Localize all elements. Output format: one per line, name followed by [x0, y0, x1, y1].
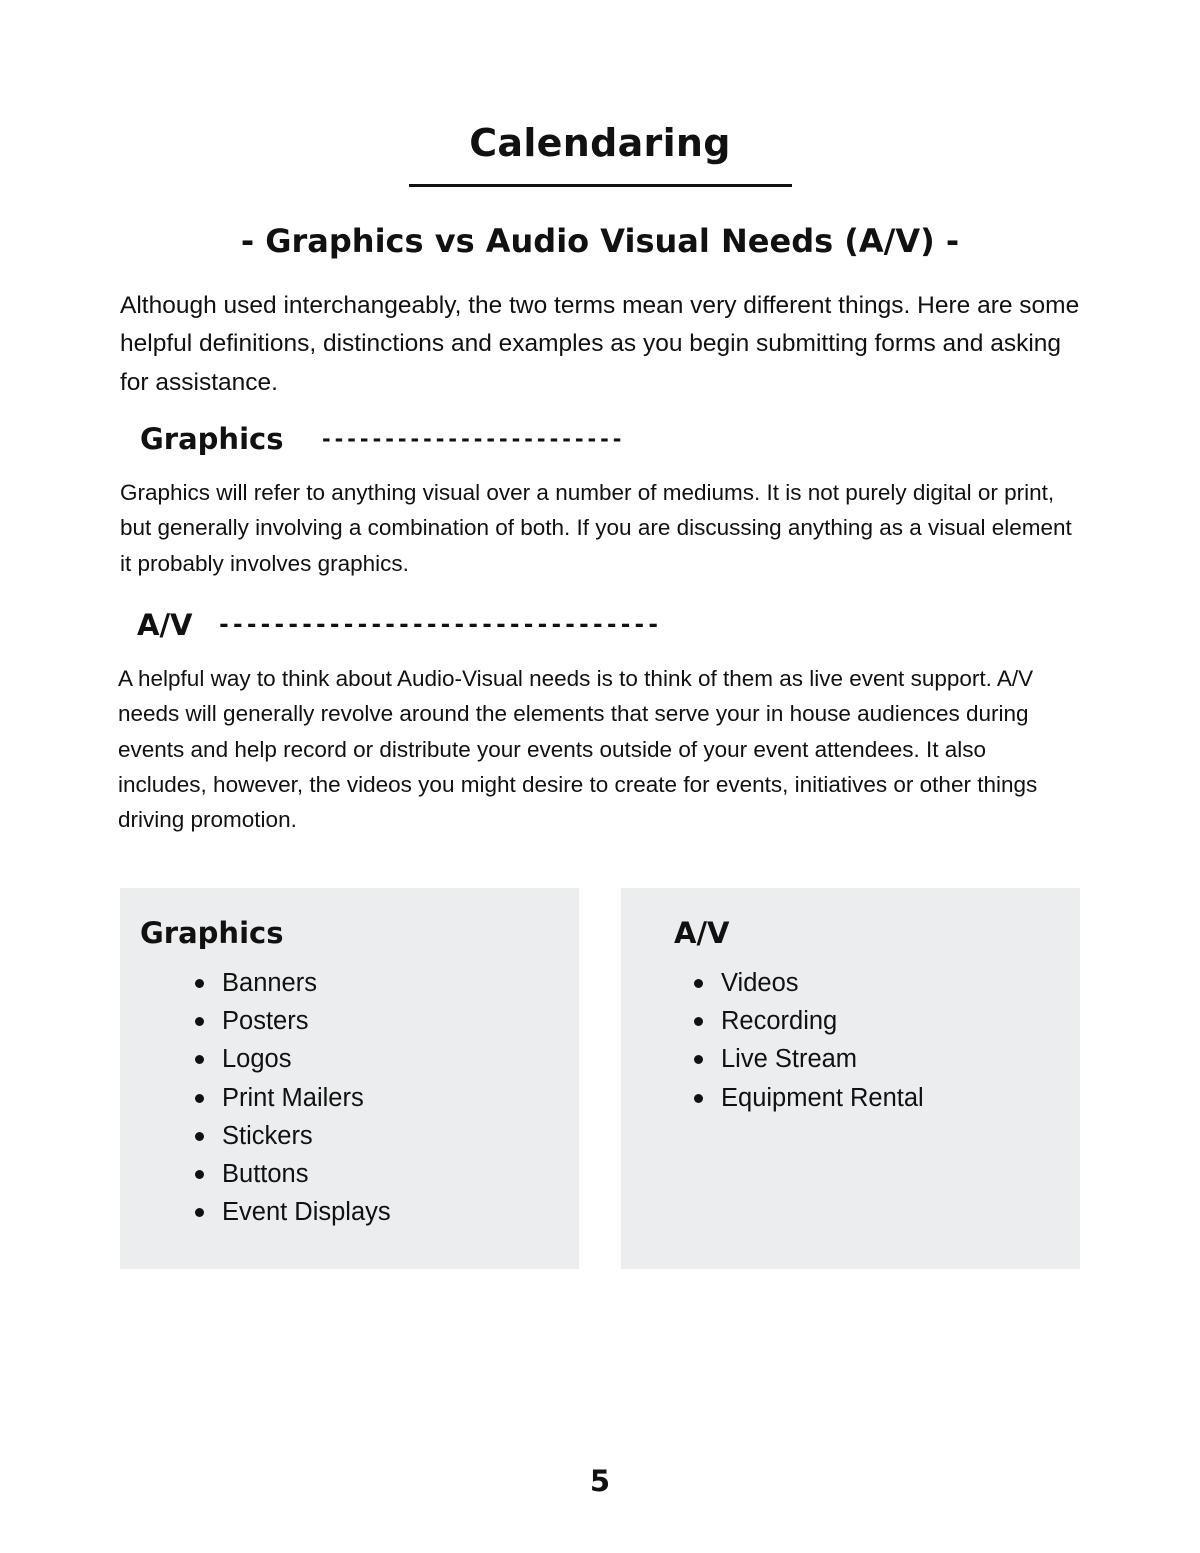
list-item: [195, 1155, 391, 1193]
bullet-icon: [694, 1017, 703, 1026]
page-number: 5: [589, 1464, 611, 1498]
bullet-icon: [195, 1208, 204, 1217]
bullet-icon: [195, 1055, 204, 1064]
list-item-label: Recording: [721, 1007, 838, 1036]
bullet-icon: [195, 1017, 204, 1026]
list-item: [195, 964, 391, 1002]
list-item: [694, 964, 924, 1002]
list-item: [694, 1040, 924, 1078]
bullet-icon: [195, 1094, 204, 1103]
list-item-label: Event Displays: [222, 1198, 391, 1227]
title-underline: [409, 184, 792, 187]
list-item-label: Live Stream: [721, 1045, 858, 1074]
list-item-label: Banners: [222, 969, 317, 997]
list-item-label: Logos: [222, 1045, 292, 1074]
list-item: [195, 1040, 391, 1078]
graphics-section-heading: Graphics: [140, 422, 284, 456]
bullet-icon: [694, 1055, 703, 1064]
list-item: [195, 1117, 391, 1155]
av-card-title: A/V: [674, 916, 730, 950]
graphics-section-body: Graphics will refer to anything visual over a number of mediums. It is not purely digital or print, but generally involving a combination of both. If you are discussing anything as a visual element it probably involves graphics.: [120, 480, 1072, 576]
list-item: [694, 1079, 924, 1117]
av-card: [621, 888, 1080, 1269]
list-item: [195, 1193, 391, 1231]
av-section-heading: A/V: [137, 608, 193, 642]
bullet-icon: [195, 1170, 204, 1179]
bullet-icon: [694, 1094, 703, 1103]
list-item: [694, 1002, 924, 1040]
list-item: [195, 1079, 391, 1117]
bullet-icon: [195, 979, 204, 988]
intro-paragraph: Although used interchangeably, the two terms mean very different things. Here are some helpful definitions, distinctions and examples as you begin submitting forms and asking for assistance.: [120, 292, 1080, 396]
page-subtitle: - Graphics vs Audio Visual Needs (A/V) -: [240, 222, 960, 260]
page-title: Calendaring: [469, 121, 731, 165]
graphics-section-dash-rule: ------------------------: [320, 427, 624, 451]
av-section-body: A helpful way to think about Audio-Visual needs is to think of them as live event support. A/V needs will generally revolve around the elements that serve your in house audiences during events and help record or distribute your events outside of your event attendees. It also includes, however, the videos you might desire to create for events, initiatives or other things driving promotion.: [118, 666, 1038, 833]
list-item-label: Buttons: [222, 1160, 309, 1189]
list-item-label: Equipment Rental: [721, 1083, 924, 1112]
graphics-card-list: [195, 964, 391, 1231]
av-section-dash-rule: --------------------------------: [217, 612, 661, 638]
list-item-label: Posters: [222, 1007, 309, 1036]
bullet-icon: [195, 1132, 204, 1141]
list-item-label: Stickers: [222, 1121, 313, 1150]
list-item-label: Videos: [721, 969, 799, 997]
bullet-icon: [694, 979, 703, 988]
graphics-card-title: Graphics: [140, 916, 284, 950]
graphics-card: [120, 888, 579, 1269]
list-item: [195, 1002, 391, 1040]
av-card-list: [694, 964, 924, 1117]
list-item-label: Print Mailers: [222, 1083, 364, 1112]
